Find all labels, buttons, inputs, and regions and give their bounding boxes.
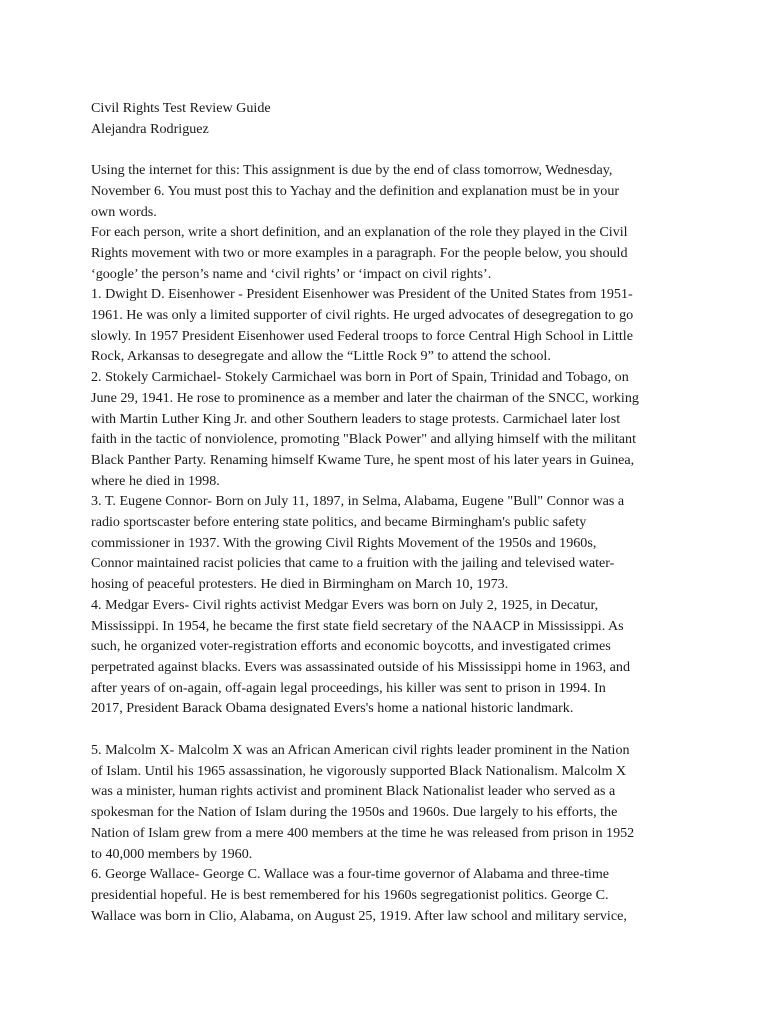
entry-line: Wallace was born in Clio, Alabama, on August 25, 1919. After law school and military service, [91, 907, 627, 924]
entry-line: with Martin Luther King Jr. and other Southern leaders to stage protests. Carmichael later lost [91, 410, 621, 427]
entry-line: 4. Medgar Evers- Civil rights activist Medgar Evers was born on July 2, 1925, in Decatur, [91, 596, 599, 613]
document-title: Civil Rights Test Review Guide [91, 100, 271, 116]
intro-line: For each person, write a short definition, and an explanation of the role they played in the Civil [91, 224, 628, 241]
entry-line: Nation of Islam grew from a mere 400 members at the time he was released from prison in 1952 [91, 824, 635, 841]
entry-malcolm-x [91, 740, 691, 864]
entry-line: 2017, President Barack Obama designated Evers's home a national historic landmark. [91, 700, 574, 717]
intro-line: Rights movement with two or more examples in a paragraph. For the people below, you should [91, 244, 628, 261]
entry-line: of Islam. Until his 1965 assassination, he vigorously supported Black Nationalism. Malcolm X [91, 762, 627, 779]
document-page [91, 98, 691, 926]
entry-line: Rock, Arkansas to desegregate and allow the “Little Rock 9” to attend the school. [91, 348, 551, 365]
entry-line: to 40,000 members by 1960. [91, 845, 253, 862]
intro-line: November 6. You must post this to Yachay and the definition and explanation must be in your [91, 182, 620, 199]
entry-line: Connor maintained racist policies that came to a fruition with the jailing and televised water- [91, 555, 615, 572]
entry-line: radio sportscaster before entering state politics, and became Birmingham's public safety [91, 514, 587, 531]
entry-carmichael [91, 367, 691, 491]
document-author: Alejandra Rodriguez [91, 120, 209, 137]
entry-line: 1961. He was only a limited supporter of civil rights. He urged advocates of desegregation to go [91, 307, 634, 324]
entry-line: was a minister, human rights activist and prominent Black Nationalist leader who served as a [91, 783, 616, 800]
entry-line: Black Panther Party. Renaming himself Kwame Ture, he spent most of his later years in Guinea, [91, 451, 635, 468]
entry-line: spokesman for the Nation of Islam during the 1950s and 1960s. Due largely to his efforts, the [91, 804, 618, 821]
entry-eisenhower [91, 284, 691, 367]
spacer [91, 719, 691, 740]
entry-line: after years of on-again, off-again legal proceedings, his killer was sent to prison in 1994. In [91, 679, 606, 696]
entry-wallace [91, 864, 691, 926]
spacer [91, 139, 691, 160]
entry-connor [91, 491, 691, 595]
entry-line: 6. George Wallace- George C. Wallace was a four-time governor of Alabama and three-time [91, 866, 610, 883]
entry-line: slowly. In 1957 President Eisenhower used Federal troops to force Central High School in Little [91, 327, 633, 344]
entry-line: commissioner in 1937. With the growing Civil Rights Movement of the 1950s and 1960s, [91, 534, 597, 551]
entry-line: 5. Malcolm X- Malcolm X was an African American civil rights leader prominent in the Nation [91, 742, 630, 759]
entry-evers [91, 595, 691, 719]
entry-line: hosing of peaceful protesters. He died in Birmingham on March 10, 1973. [91, 576, 509, 593]
entry-line: where he died in 1998. [91, 472, 220, 489]
entry-line: faith in the tactic of nonviolence, promoting "Black Power" and allying himself with the militant [91, 431, 636, 448]
entry-line: perpetrated against blacks. Evers was assassinated outside of his Mississippi home in 1963, and [91, 658, 630, 675]
intro-line: Using the internet for this: This assignment is due by the end of class tomorrow, Wednesday, [91, 162, 613, 179]
intro-paragraph [91, 160, 691, 284]
entry-line: such, he organized voter-registration efforts and economic boycotts, and investigated crimes [91, 638, 611, 655]
entry-line: June 29, 1941. He rose to prominence as a member and later the chairman of the SNCC, working [91, 389, 639, 406]
entry-line: 3. T. Eugene Connor- Born on July 11, 1897, in Selma, Alabama, Eugene "Bull" Connor was a [91, 493, 625, 510]
entry-line: 2. Stokely Carmichael- Stokely Carmichael was born in Port of Spain, Trinidad and Tobago, on [91, 369, 629, 386]
entry-line: 1. Dwight D. Eisenhower - President Eisenhower was President of the United States from 1951- [91, 286, 633, 303]
entry-line: Mississippi. In 1954, he became the first state field secretary of the NAACP in Mississippi. As [91, 617, 624, 634]
intro-line: ‘google’ the person’s name and ‘civil rights’ or ‘impact on civil rights’. [91, 265, 492, 282]
intro-line: own words. [91, 203, 157, 220]
entry-line: presidential hopeful. He is best remembered for his 1960s segregationist politics. George C. [91, 887, 609, 903]
